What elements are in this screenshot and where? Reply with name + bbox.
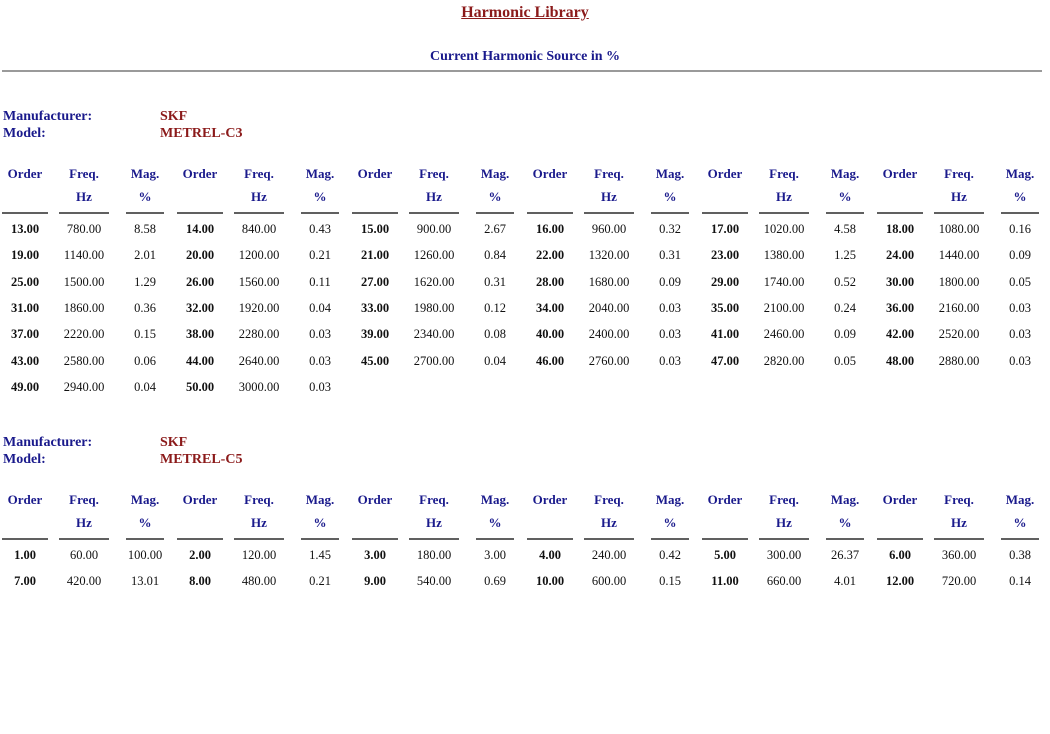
freq-header: Freq.	[69, 166, 99, 181]
freq-cell: 1620.00	[413, 274, 455, 289]
order-cell: 37.00	[10, 327, 40, 342]
mag-cell: 2.67	[484, 222, 506, 236]
mag-cell: 0.32	[659, 222, 681, 236]
order-cell: 38.00	[185, 327, 215, 342]
freq-header: Freq.	[769, 492, 799, 507]
mag-header: Mag.	[655, 492, 685, 507]
mag-cell: 0.52	[834, 274, 856, 289]
freq-cell: 1380.00	[763, 248, 805, 263]
column-underline	[702, 538, 748, 540]
order-cell: 4.00	[539, 548, 561, 562]
freq-unit: Hz	[951, 189, 967, 204]
mag-unit: %	[313, 189, 327, 204]
mag-header: Mag.	[830, 492, 860, 507]
order-cell: 22.00	[535, 248, 565, 263]
freq-unit: Hz	[601, 189, 617, 204]
mag-cell: 0.43	[309, 222, 331, 236]
title-divider	[2, 70, 1042, 72]
freq-cell: 840.00	[241, 222, 277, 236]
freq-cell: 2040.00	[588, 300, 630, 315]
order-cell: 35.00	[710, 300, 740, 315]
mag-cell: 0.03	[659, 327, 681, 342]
order-cell: 31.00	[10, 300, 40, 315]
freq-cell: 1980.00	[413, 300, 455, 315]
column-underline	[651, 212, 689, 214]
freq-cell: 2880.00	[938, 353, 980, 368]
mag-cell: 0.15	[134, 327, 156, 342]
mag-cell: 0.05	[834, 353, 856, 368]
mag-header: Mag.	[305, 492, 335, 507]
freq-cell: 600.00	[591, 574, 627, 589]
column-underline	[301, 538, 339, 540]
order-cell: 45.00	[360, 353, 390, 368]
freq-header: Freq.	[244, 166, 274, 181]
mag-cell: 0.11	[309, 274, 331, 289]
mag-cell: 0.03	[1009, 300, 1031, 315]
mag-header: Mag.	[305, 166, 335, 181]
order-cell: 16.00	[535, 222, 565, 236]
order-cell: 11.00	[711, 574, 739, 589]
mag-cell: 0.06	[134, 353, 156, 368]
freq-cell: 2760.00	[588, 353, 630, 368]
order-cell: 36.00	[885, 300, 915, 315]
mag-cell: 0.14	[1009, 574, 1031, 589]
mag-unit: %	[138, 515, 152, 530]
mag-cell: 0.05	[1009, 274, 1031, 289]
mag-cell: 2.01	[134, 248, 156, 263]
freq-cell: 2700.00	[413, 353, 455, 368]
model-value: METREL-C3	[160, 126, 243, 141]
mag-header: Mag.	[655, 166, 685, 181]
mag-cell: 0.04	[134, 379, 156, 394]
order-cell: 26.00	[185, 274, 215, 289]
freq-cell: 1080.00	[938, 222, 980, 236]
column-underline	[877, 538, 923, 540]
order-cell: 1.00	[14, 548, 36, 562]
column-underline	[934, 212, 984, 214]
mag-cell: 0.09	[1009, 248, 1031, 263]
column-underline	[2, 212, 48, 214]
freq-unit: Hz	[776, 189, 792, 204]
order-cell: 28.00	[535, 274, 565, 289]
freq-cell: 240.00	[591, 548, 627, 562]
order-cell: 15.00	[360, 222, 390, 236]
freq-cell: 2100.00	[763, 300, 805, 315]
order-cell: 34.00	[535, 300, 565, 315]
order-cell: 2.00	[189, 548, 211, 562]
freq-unit: Hz	[776, 515, 792, 530]
order-cell: 44.00	[185, 353, 215, 368]
freq-cell: 960.00	[591, 222, 627, 236]
mag-cell: 0.16	[1009, 222, 1031, 236]
order-header: Order	[7, 166, 43, 181]
order-cell: 39.00	[360, 327, 390, 342]
mag-cell: 4.58	[834, 222, 856, 236]
freq-header: Freq.	[944, 492, 974, 507]
freq-unit: Hz	[251, 189, 267, 204]
order-cell: 8.00	[189, 574, 211, 589]
column-underline	[651, 538, 689, 540]
order-cell: 6.00	[889, 548, 911, 562]
mag-cell: 0.03	[1009, 327, 1031, 342]
column-underline	[59, 212, 109, 214]
mag-cell: 0.12	[484, 300, 506, 315]
freq-cell: 2340.00	[413, 327, 455, 342]
column-underline	[934, 538, 984, 540]
freq-cell: 120.00	[241, 548, 277, 562]
column-underline	[234, 538, 284, 540]
order-header: Order	[532, 166, 568, 181]
freq-cell: 1140.00	[63, 248, 105, 263]
freq-unit: Hz	[951, 515, 967, 530]
mag-cell: 1.45	[309, 548, 331, 562]
freq-unit: Hz	[426, 515, 442, 530]
column-underline	[2, 538, 48, 540]
freq-cell: 360.00	[941, 548, 977, 562]
order-cell: 42.00	[885, 327, 915, 342]
freq-cell: 1860.00	[63, 300, 105, 315]
mag-header: Mag.	[130, 492, 160, 507]
column-underline	[759, 212, 809, 214]
column-underline	[409, 538, 459, 540]
order-cell: 3.00	[364, 548, 386, 562]
column-underline	[826, 212, 864, 214]
mag-cell: 0.03	[309, 379, 331, 394]
column-underline	[826, 538, 864, 540]
freq-unit: Hz	[76, 515, 92, 530]
order-header: Order	[7, 492, 43, 507]
mag-cell: 0.21	[309, 248, 331, 263]
freq-cell: 720.00	[941, 574, 977, 589]
mag-unit: %	[838, 189, 852, 204]
order-header: Order	[882, 492, 918, 507]
model-label: Model:	[3, 126, 46, 141]
order-cell: 7.00	[14, 574, 36, 589]
freq-header: Freq.	[769, 166, 799, 181]
freq-cell: 1680.00	[588, 274, 630, 289]
freq-cell: 1020.00	[763, 222, 805, 236]
column-underline	[877, 212, 923, 214]
order-cell: 21.00	[360, 248, 390, 263]
column-underline	[301, 212, 339, 214]
freq-header: Freq.	[69, 492, 99, 507]
freq-cell: 3000.00	[238, 379, 280, 394]
column-underline	[1001, 538, 1039, 540]
mag-cell: 0.15	[659, 574, 681, 589]
column-underline	[527, 538, 573, 540]
freq-cell: 1200.00	[238, 248, 280, 263]
mag-cell: 0.03	[309, 353, 331, 368]
order-cell: 33.00	[360, 300, 390, 315]
column-underline	[584, 538, 634, 540]
mag-cell: 1.25	[834, 248, 856, 263]
order-cell: 5.00	[714, 548, 736, 562]
order-cell: 14.00	[185, 222, 215, 236]
column-underline	[352, 212, 398, 214]
freq-cell: 900.00	[416, 222, 452, 236]
column-underline	[352, 538, 398, 540]
mag-cell: 26.37	[830, 548, 860, 562]
column-underline	[59, 538, 109, 540]
column-underline	[126, 212, 164, 214]
order-cell: 48.00	[885, 353, 915, 368]
order-cell: 41.00	[710, 327, 740, 342]
freq-cell: 1800.00	[938, 274, 980, 289]
order-cell: 24.00	[885, 248, 915, 263]
mag-header: Mag.	[130, 166, 160, 181]
freq-unit: Hz	[426, 189, 442, 204]
mag-cell: 0.03	[309, 327, 331, 342]
column-underline	[177, 538, 223, 540]
manufacturer-value: SKF	[160, 435, 188, 450]
order-cell: 32.00	[185, 300, 215, 315]
column-underline	[234, 212, 284, 214]
mag-unit: %	[663, 515, 677, 530]
order-cell: 17.00	[710, 222, 740, 236]
order-cell: 47.00	[710, 353, 740, 368]
order-cell: 43.00	[10, 353, 40, 368]
order-cell: 25.00	[10, 274, 40, 289]
column-underline	[177, 212, 223, 214]
mag-header: Mag.	[480, 166, 510, 181]
freq-cell: 540.00	[416, 574, 452, 589]
mag-unit: %	[1013, 515, 1027, 530]
order-cell: 10.00	[535, 574, 565, 589]
mag-cell: 0.09	[834, 327, 856, 342]
order-cell: 49.00	[10, 379, 40, 394]
column-underline	[126, 538, 164, 540]
column-underline	[527, 212, 573, 214]
mag-unit: %	[1013, 189, 1027, 204]
freq-header: Freq.	[944, 166, 974, 181]
model-label: Model:	[3, 452, 46, 467]
harmonic-section	[0, 434, 1050, 734]
manufacturer-value: SKF	[160, 109, 188, 124]
order-cell: 40.00	[535, 327, 565, 342]
manufacturer-label: Manufacturer:	[3, 435, 93, 450]
mag-cell: 0.08	[484, 327, 506, 342]
harmonic-section	[0, 108, 1050, 408]
freq-cell: 1260.00	[413, 248, 455, 263]
freq-cell: 780.00	[66, 222, 102, 236]
freq-cell: 60.00	[69, 548, 99, 562]
column-underline	[476, 212, 514, 214]
freq-cell: 2220.00	[63, 327, 105, 342]
freq-cell: 2280.00	[238, 327, 280, 342]
column-underline	[584, 212, 634, 214]
column-underline	[409, 212, 459, 214]
freq-cell: 1500.00	[63, 274, 105, 289]
mag-unit: %	[138, 189, 152, 204]
freq-cell: 420.00	[66, 574, 102, 589]
mag-unit: %	[488, 515, 502, 530]
mag-cell: 0.03	[659, 353, 681, 368]
freq-cell: 1740.00	[763, 274, 805, 289]
order-header: Order	[707, 166, 743, 181]
page-title: Harmonic Library	[461, 4, 589, 21]
mag-cell: 0.42	[659, 548, 681, 562]
freq-cell: 1920.00	[238, 300, 280, 315]
order-header: Order	[182, 166, 218, 181]
freq-unit: Hz	[76, 189, 92, 204]
order-cell: 12.00	[885, 574, 915, 589]
order-header: Order	[357, 492, 393, 507]
mag-cell: 0.03	[1009, 353, 1031, 368]
freq-header: Freq.	[244, 492, 274, 507]
mag-header: Mag.	[480, 492, 510, 507]
order-cell: 50.00	[185, 379, 215, 394]
freq-cell: 660.00	[766, 574, 802, 589]
order-cell: 19.00	[10, 248, 40, 263]
order-cell: 9.00	[364, 574, 386, 589]
column-underline	[476, 538, 514, 540]
mag-cell: 0.38	[1009, 548, 1031, 562]
freq-cell: 2520.00	[938, 327, 980, 342]
freq-cell: 1560.00	[238, 274, 280, 289]
mag-cell: 0.31	[484, 274, 506, 289]
order-cell: 30.00	[885, 274, 915, 289]
order-cell: 27.00	[360, 274, 390, 289]
mag-cell: 0.36	[134, 300, 156, 315]
freq-header: Freq.	[594, 166, 624, 181]
freq-unit: Hz	[601, 515, 617, 530]
column-underline	[759, 538, 809, 540]
mag-cell: 8.58	[134, 222, 156, 236]
mag-unit: %	[313, 515, 327, 530]
freq-cell: 300.00	[766, 548, 802, 562]
freq-header: Freq.	[419, 492, 449, 507]
freq-cell: 2460.00	[763, 327, 805, 342]
freq-cell: 180.00	[416, 548, 452, 562]
order-cell: 18.00	[885, 222, 915, 236]
order-cell: 20.00	[185, 248, 215, 263]
mag-cell: 0.31	[659, 248, 681, 263]
freq-cell: 2820.00	[763, 353, 805, 368]
order-header: Order	[882, 166, 918, 181]
mag-cell: 100.00	[127, 548, 163, 562]
mag-cell: 0.09	[659, 274, 681, 289]
page-subtitle: Current Harmonic Source in %	[429, 49, 621, 64]
order-cell: 46.00	[535, 353, 565, 368]
mag-cell: 0.04	[309, 300, 331, 315]
freq-cell: 2400.00	[588, 327, 630, 342]
mag-header: Mag.	[1005, 492, 1035, 507]
freq-cell: 480.00	[241, 574, 277, 589]
freq-cell: 1320.00	[588, 248, 630, 263]
mag-cell: 13.01	[130, 574, 160, 589]
freq-header: Freq.	[594, 492, 624, 507]
mag-cell: 4.01	[834, 574, 856, 589]
order-cell: 23.00	[710, 248, 740, 263]
mag-unit: %	[488, 189, 502, 204]
mag-unit: %	[838, 515, 852, 530]
order-cell: 13.00	[10, 222, 40, 236]
mag-cell: 1.29	[134, 274, 156, 289]
mag-header: Mag.	[1005, 166, 1035, 181]
freq-cell: 1440.00	[938, 248, 980, 263]
mag-cell: 0.21	[309, 574, 331, 589]
mag-unit: %	[663, 189, 677, 204]
model-value: METREL-C5	[160, 452, 243, 467]
manufacturer-label: Manufacturer:	[3, 109, 93, 124]
freq-cell: 2940.00	[63, 379, 105, 394]
order-header: Order	[182, 492, 218, 507]
order-cell: 29.00	[710, 274, 740, 289]
column-underline	[702, 212, 748, 214]
mag-cell: 3.00	[484, 548, 506, 562]
order-header: Order	[532, 492, 568, 507]
freq-cell: 2160.00	[938, 300, 980, 315]
mag-cell: 0.69	[484, 574, 506, 589]
mag-cell: 0.04	[484, 353, 506, 368]
order-header: Order	[707, 492, 743, 507]
order-header: Order	[357, 166, 393, 181]
freq-cell: 2580.00	[63, 353, 105, 368]
mag-header: Mag.	[830, 166, 860, 181]
column-underline	[1001, 212, 1039, 214]
mag-cell: 0.03	[659, 300, 681, 315]
freq-header: Freq.	[419, 166, 449, 181]
mag-cell: 0.24	[834, 300, 856, 315]
mag-cell: 0.84	[484, 248, 506, 263]
freq-unit: Hz	[251, 515, 267, 530]
freq-cell: 2640.00	[238, 353, 280, 368]
